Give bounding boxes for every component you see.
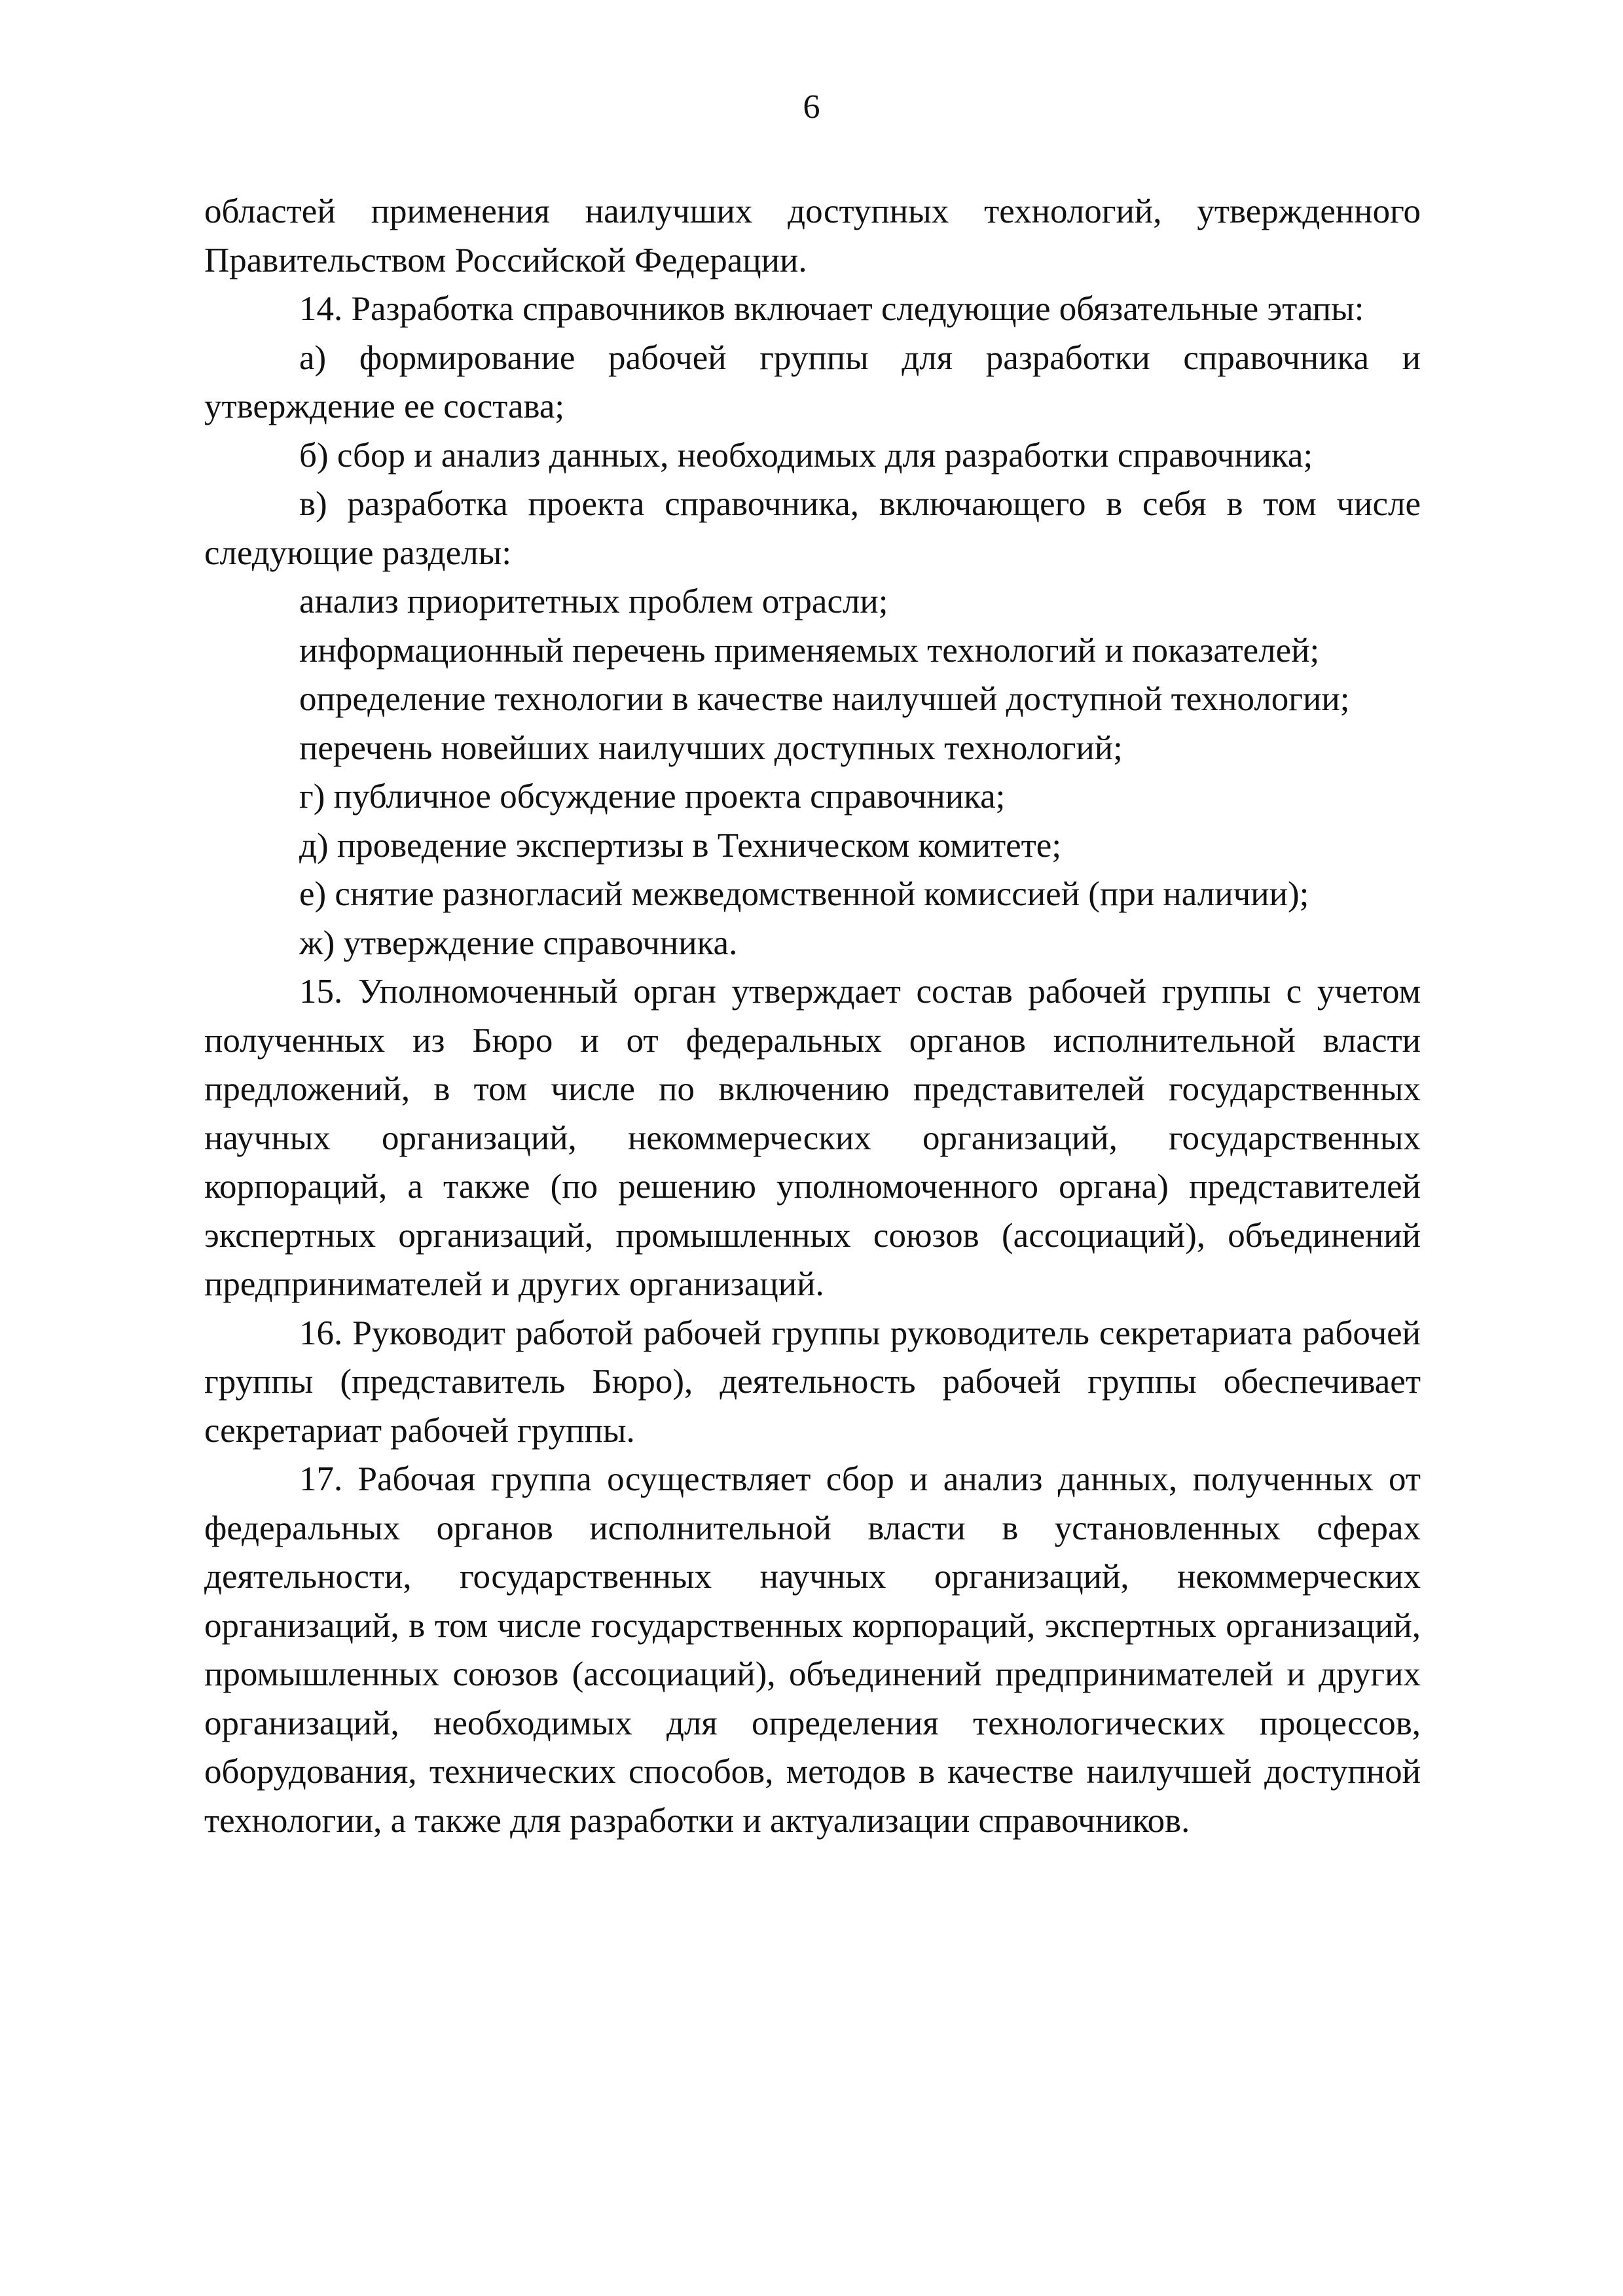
list-item-zh: ж) утверждение справочника. <box>299 924 738 962</box>
section-item-newest-list: перечень новейших наилучших доступных технологий; <box>299 728 1123 767</box>
section-item-analysis: анализ приоритетных проблем отрасли; <box>299 583 888 620</box>
section-item-info-list: информационный перечень применяемых технологий и показателей; <box>299 631 1320 670</box>
document-body <box>204 187 1421 1845</box>
list-item-g: г) публичное обсуждение проекта справочника; <box>299 778 1006 816</box>
section-item-definition: определение технологии в качестве наилучшей доступной технологии; <box>299 680 1350 718</box>
paragraph-16: 16. Руководит работой рабочей группы руководитель секретариата рабочей группы (представитель Бюро), деятельность рабочей группы обеспечивает секретариат рабочей группы. <box>204 1314 1421 1450</box>
list-item-a: а) формирование рабочей группы для разработки справочника и утверждение ее состава; <box>204 338 1421 425</box>
list-item-e: е) снятие разногласий межведомственной комиссией (при наличии); <box>299 875 1309 913</box>
paragraph-17: 17. Рабочая группа осуществляет сбор и анализ данных, полученных от федеральных органов исполнительной власти в установленных сферах деятельности, государственных научных организаций, некоммерческих организаций, в том числе государственных корпораций, экспертных организаций, промышленных союзов (ассоциаций), объединений предпринимателей и других организаций, необходимых для определения технологических процессов, оборудования, технических способов, методов в качестве наилучшей доступной технологии, а также для разработки и актуализации справочников. <box>204 1460 1421 1840</box>
list-item-v: в) разработка проекта справочника, включающего в себя в том числе следующие разделы: <box>204 485 1421 572</box>
list-item-b: б) сбор и анализ данных, необходимых для разработки справочника; <box>299 436 1313 475</box>
list-item-d: д) проведение экспертизы в Техническом комитете; <box>299 826 1062 865</box>
page-number: 6 <box>803 88 820 126</box>
paragraph-continuation: областей применения наилучших доступных технологий, утвержденного Правительством Российской Федерации. <box>204 192 1421 279</box>
paragraph-15: 15. Уполномоченный орган утверждает состав рабочей группы с учетом полученных из Бюро и от федеральных органов исполнительной власти предложений, в том числе по включению представителей государственных научных организаций, некоммерческих организаций, государственных корпораций, а также (по решению уполномоченного органа) представителей экспертных организаций, промышленных союзов (ассоциаций), объединений предпринимателей и других организаций. <box>204 973 1421 1303</box>
paragraph-14: 14. Разработка справочников включает следующие обязательные этапы: <box>299 290 1364 328</box>
